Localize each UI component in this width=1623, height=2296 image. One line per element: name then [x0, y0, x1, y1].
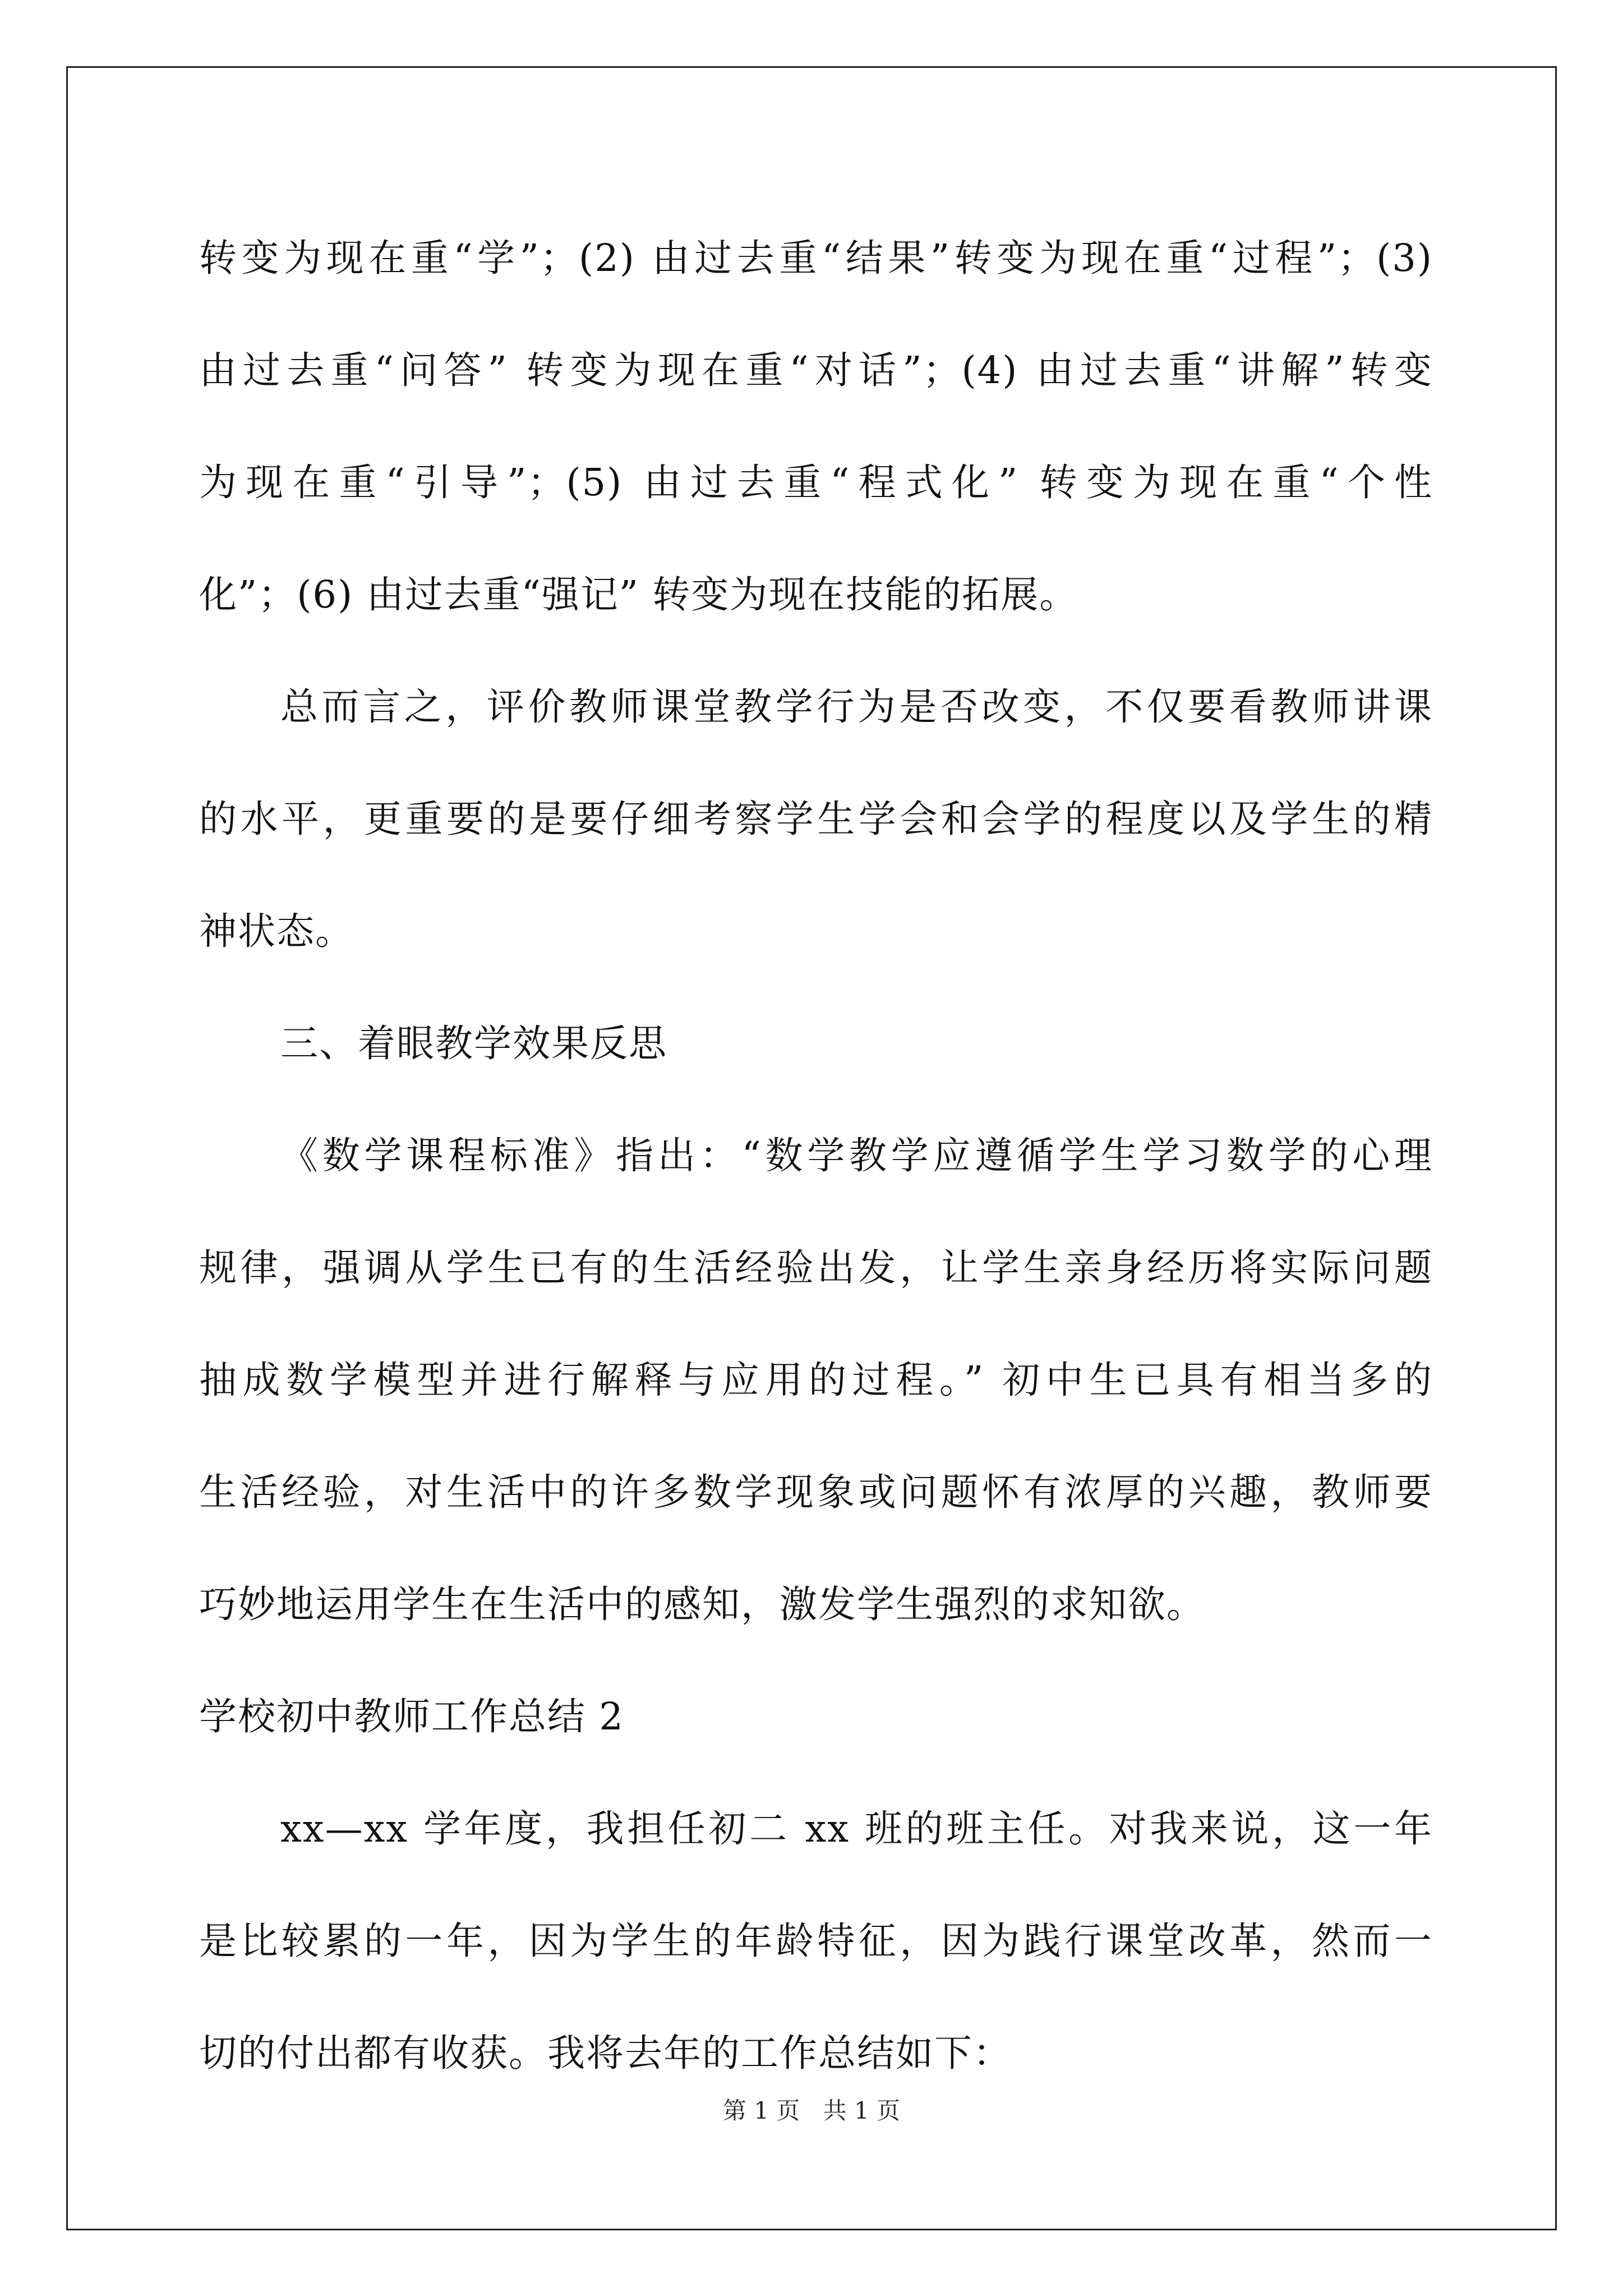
- page-number: 第 1 页: [722, 2097, 800, 2124]
- paragraph-line: 规律，强调从学生已有的生活经验出发，让学生亲身经历将实际问题: [199, 1246, 1433, 1290]
- paragraph-line: 切的付出都有收获。我将去年的工作总结如下：: [199, 2031, 1012, 2075]
- paragraph-line: 由过去重“问答” 转变为现在重“对话”；(4) 由过去重“讲解”转变: [199, 348, 1433, 392]
- section-heading: 三、着眼教学效果反思: [280, 1022, 667, 1065]
- paragraph-line: 为现在重“引导”；(5) 由过去重“程式化” 转变为现在重“个性: [199, 461, 1433, 504]
- page-footer: [0, 2092, 1623, 2126]
- paragraph-line: 《数学课程标准》指出：“数学教学应遵循学生学习数学的心理: [280, 1134, 1433, 1177]
- paragraph-line: xx—xx 学年度，我担任初二 xx 班的班主任。对我来说，这一年: [280, 1807, 1433, 1851]
- paragraph-line: 化”；(6) 由过去重“强记” 转变为现在技能的拓展。: [199, 573, 1078, 616]
- document-title: 学校初中教师工作总结 2: [199, 1695, 624, 1738]
- paragraph-line: 巧妙地运用学生在生活中的感知，激发学生强烈的求知欲。: [199, 1582, 1205, 1626]
- paragraph-line: 抽成数学模型并进行解释与应用的过程。” 初中生已具有相当多的: [199, 1358, 1433, 1402]
- page-total: 共 1 页: [823, 2097, 901, 2124]
- paragraph-line: 生活经验，对生活中的许多数学现象或问题怀有浓厚的兴趣，教师要: [199, 1470, 1433, 1514]
- paragraph-line: 的水平，更重要的是要仔细考察学生学会和会学的程度以及学生的精: [199, 797, 1433, 841]
- paragraph-line: 转变为现在重“学”；(2) 由过去重“结果”转变为现在重“过程”；(3): [199, 236, 1433, 280]
- paragraph-line: 是比较累的一年，因为学生的年龄特征，因为践行课堂改革，然而一: [199, 1919, 1433, 1963]
- document-body: [199, 202, 1433, 2109]
- paragraph-line: 神状态。: [199, 909, 354, 953]
- paragraph-line: 总而言之，评价教师课堂教学行为是否改变，不仅要看教师讲课: [280, 685, 1433, 729]
